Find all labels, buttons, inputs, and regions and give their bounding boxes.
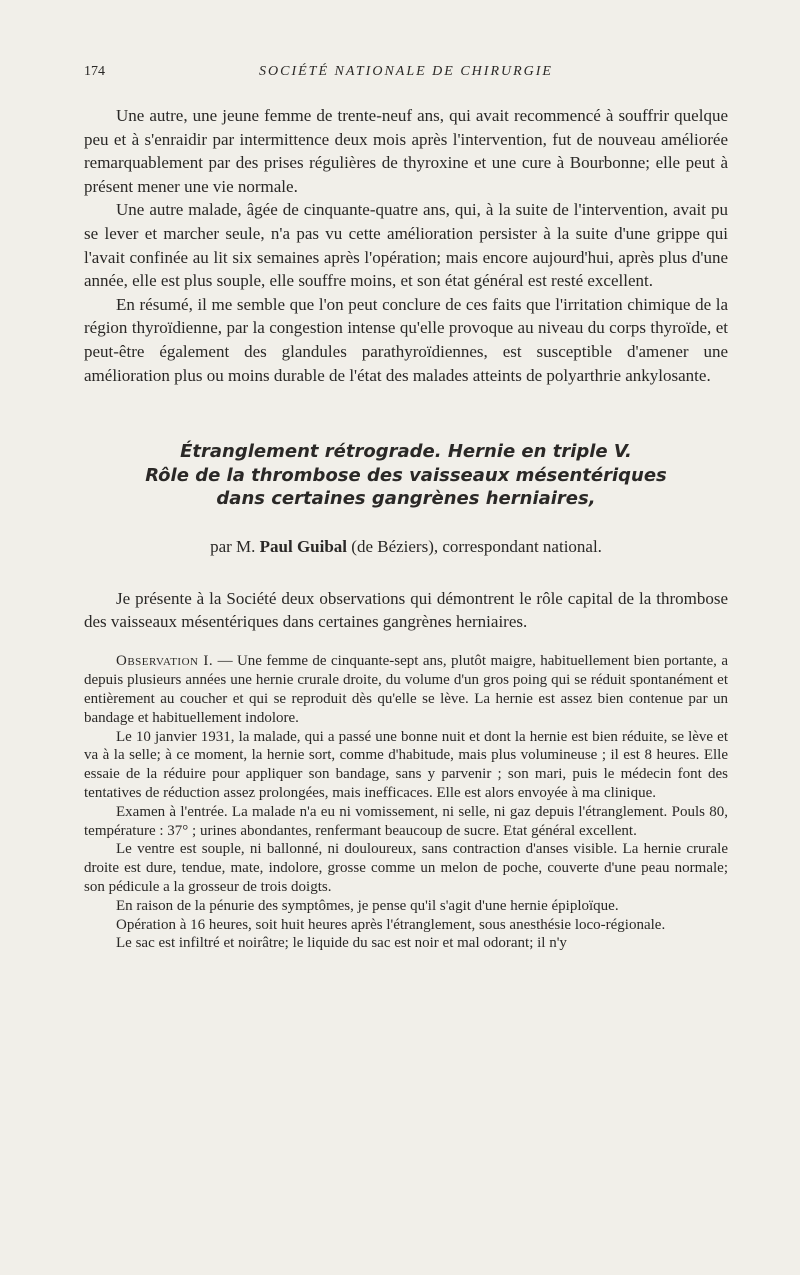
lead-section xyxy=(84,587,728,634)
byline-suffix: (de Béziers), correspondant national. xyxy=(351,536,602,556)
article-title-line: Étranglement rétrograde. Hernie en triple V. xyxy=(180,441,632,463)
article-title-line: Rôle de la thrombose des vaisseaux mésentériques xyxy=(145,464,667,486)
observation-section xyxy=(84,652,728,953)
byline xyxy=(84,537,728,557)
observation-paragraph: En raison de la pénurie des symptômes, je pense qu'il s'agit d'une hernie épiploïque. xyxy=(116,897,619,914)
article-title xyxy=(84,440,728,511)
running-header xyxy=(84,60,728,86)
observation-label: Observation I. xyxy=(116,653,214,670)
running-title: SOCIÉTÉ NATIONALE DE CHIRURGIE xyxy=(259,64,553,79)
intro-section xyxy=(84,104,728,387)
observation-paragraph: Le sac est infiltré et noirâtre; le liquide du sac est noir et mal odorant; il n'y xyxy=(116,935,567,952)
observation-paragraph: Le 10 janvier 1931, la malade, qui a passé une bonne nuit et dont la hernie est bien réduite, se lève et va à la selle; à ce moment, la hernie sort, comme d'habitude, mais plus volumineuse ; il est 8 heures. Elle essaie de la réduire pour appliquer son bandage, sans y parvenir ; son mari, puis le médecin font des tentatives de réduction assez prolongées, mais inefficaces. Elle est alors envoyée à ma clinique. xyxy=(84,728,728,802)
byline-prefix: par M. xyxy=(210,536,256,556)
page-number: 174 xyxy=(84,64,105,79)
lead-paragraph: Je présente à la Société deux observations qui démontrent le rôle capital de la thrombose des vaisseaux mésentériques dans certaines gangrènes herniaires. xyxy=(84,588,728,632)
observation-paragraph: Examen à l'entrée. La malade n'a eu ni vomissement, ni selle, ni gaz depuis l'étranglement. Pouls 80, température : 37° ; urines abondantes, renfermant beaucoup de sucre. Etat général excellent. xyxy=(84,803,728,839)
intro-paragraph: Une autre malade, âgée de cinquante-quatre ans, qui, à la suite de l'intervention, avait pu se lever et marcher seule, n'a pas vu cette amélioration persister à la suite d'une grippe qui l'avait confinée au lit six semaines après l'opération; mais encore aujourd'hui, après plus d'une année, elle est plus souple, elle souffre moins, et son état général est resté excellent. xyxy=(84,200,728,291)
intro-paragraph: En résumé, il me semble que l'on peut conclure de ces faits que l'irritation chimique de la région thyroïdienne, par la congestion intense qu'elle provoque au niveau du corps thyroïde, et peut-être également des glandules parathyroïdiennes, est susceptible d'amener une amélioration plus ou moins durable de l'état des malades atteints de polyarthrie ankylosante. xyxy=(84,294,728,385)
observation-text: — Une femme de cinquante-sept ans, plutôt maigre, habituellement bien portante, a depuis plusieurs années une hernie crurale droite, du volume d'un gros poing qui se réduit spontanément et entièrement au coucher et qui se reproduit dès qu'elle se lève. La hernie est assez bien contenue par un bandage et habituellement indolore. xyxy=(84,653,729,726)
page xyxy=(84,60,728,953)
author-name: Paul Guibal xyxy=(259,536,348,556)
observation-paragraph xyxy=(84,652,728,727)
article-title-line: dans certaines gangrènes herniaires, xyxy=(216,488,596,510)
intro-paragraph: Une autre, une jeune femme de trente-neuf ans, qui avait recommencé à souffrir quelque peu et à s'enraidir par intermittence deux mois après l'intervention, fut de nouveau améliorée remarquablement par des prises régulières de thyroxine et une cure à Bourbonne; elle peut à présent mener une vie normale. xyxy=(84,106,728,196)
observation-paragraph: Le ventre est souple, ni ballonné, ni douloureux, sans contraction d'anses visible. La hernie crurale droite est dure, tendue, mate, indolore, grosse comme un melon de poche, couverte d'une peau normale; son pédicule a la grosseur de trois doigts. xyxy=(84,841,728,895)
observation-paragraph: Opération à 16 heures, soit huit heures après l'étranglement, sous anesthésie loco-régionale. xyxy=(116,916,666,933)
